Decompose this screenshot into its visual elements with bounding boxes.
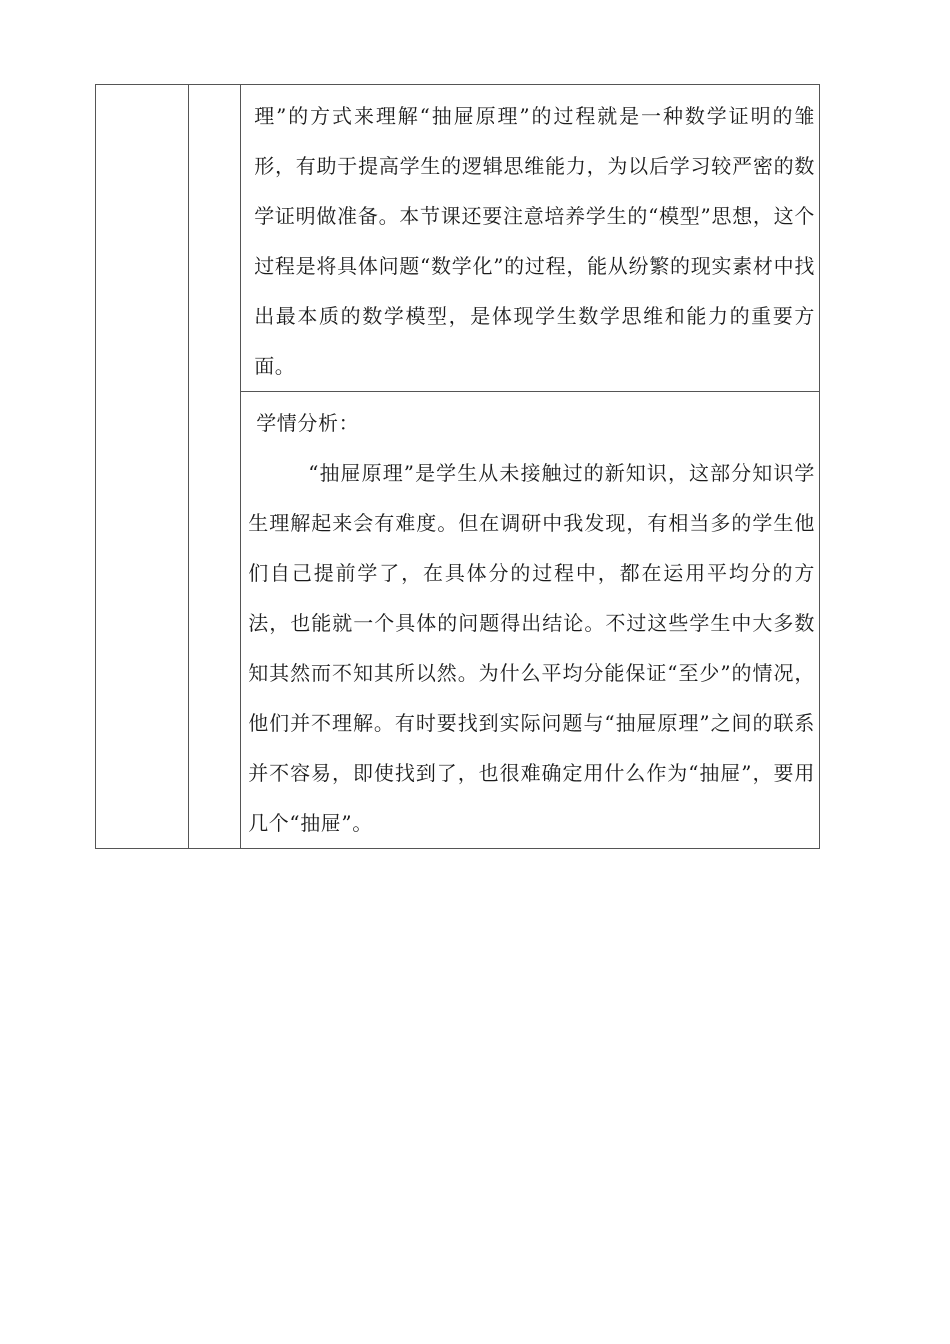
student-analysis-paragraph: “抽屉原理”是学生从未接触过的新知识，这部分知识学生理解起来会有难度。但在调研中我发现，有相当多的学生他们自己提前学了，在具体分的过程中，都在运用平均分的方法，也能就一个具体的问题得出结论。不过这些学生中大多数知其然而不知其所以然。为什么平均分能保证“至少”的情况，他们并不理解。有时要找到实际问题与“抽屉原理”之间的联系并不容易，即使找到了，也很难确定用什么作为“抽屉”，要用几个“抽屉”。	[248, 461, 815, 835]
empty-sublabel-cell	[189, 85, 241, 849]
teaching-content-paragraph: 理”的方式来理解“抽屉原理”的过程就是一种数学证明的雏形，有助于提高学生的逻辑思维能力，为以后学习较严密的数学证明做准备。本节课还要注意培养学生的“模型”思想，这个过程是将具体问题“数学化”的过程，能从纷繁的现实素材中找出最本质的数学模型，是体现学生数学思维和能力的重要方面。	[254, 104, 815, 378]
lesson-plan-table	[95, 84, 820, 849]
teaching-content-cell	[241, 85, 820, 392]
student-analysis-cell	[241, 392, 820, 849]
table-row	[96, 85, 820, 392]
student-analysis-heading: 学情分析：	[256, 411, 360, 435]
empty-label-cell	[96, 85, 189, 849]
